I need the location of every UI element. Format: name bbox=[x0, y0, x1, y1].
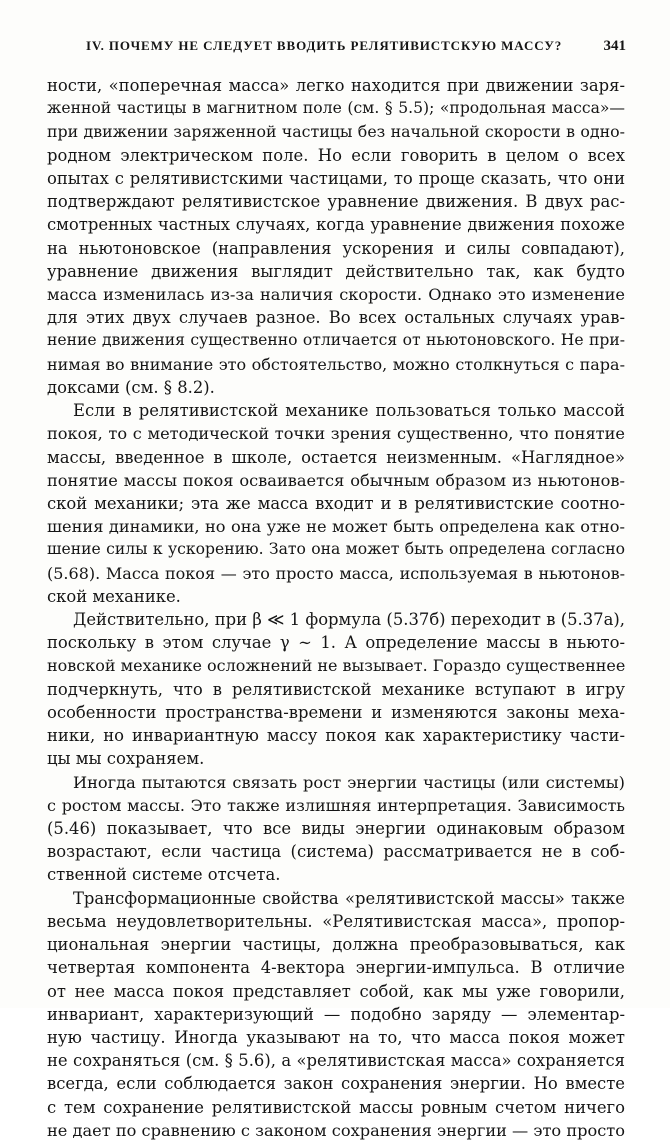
text-line: Трансформационные свойства «релятивистской массы» также bbox=[73, 888, 625, 908]
text-line: инвариант, характеризующий — подобно заряду — элементар- bbox=[47, 1004, 625, 1024]
text-line: поскольку в этом случае γ ∼ 1. А определение массы в ньюто- bbox=[47, 633, 625, 653]
text-line: покоя, то с методической точки зрения существенно, что понятие bbox=[47, 424, 625, 444]
text-line: с ростом массы. Это также излишняя интерпретация. Зависимость bbox=[47, 795, 625, 815]
text-line: ную частицу. Иногда указывают на то, что масса покоя может bbox=[47, 1027, 625, 1047]
running-head bbox=[86, 38, 626, 60]
body-text bbox=[47, 74, 625, 1142]
text-line: нение движения существенно отличается от ньютоновского. Не при- bbox=[47, 331, 625, 350]
text-line: доксами (см. § 8.2). bbox=[47, 377, 215, 397]
text-line: уравнение движения выглядит действительно так, как будто bbox=[47, 261, 625, 281]
text-line: подтверждают релятивистское уравнение движения. В двух рас- bbox=[47, 192, 625, 212]
text-line: всегда, если соблюдается закон сохранения энергии. Но вместе bbox=[47, 1074, 625, 1094]
text-line: с тем сохранение релятивистской массы ровным счетом ничего bbox=[47, 1097, 625, 1117]
text-line: смотренных частных случаях, когда уравнение движения похоже bbox=[47, 215, 625, 235]
text-line: ственной системе отсчета. bbox=[47, 865, 281, 885]
text-line: масса изменилась из-за наличия скорости. Однако это изменение bbox=[47, 284, 625, 304]
paragraph-4 bbox=[47, 771, 625, 887]
text-line: не дает по сравнению с законом сохранения энергии — это просто bbox=[47, 1120, 625, 1140]
text-line: (5.68). Масса покоя — это просто масса, используемая в ньютонов- bbox=[47, 563, 625, 583]
text-line: от нее масса покоя представляет собой, как мы уже говорили, bbox=[47, 981, 625, 1001]
page-number: 341 bbox=[603, 38, 626, 54]
text-line: циональная энергии частицы, должна преобразовываться, как bbox=[47, 935, 625, 955]
text-line: цы мы сохраняем. bbox=[47, 749, 205, 769]
paragraph-1 bbox=[47, 74, 625, 399]
text-line: шения динамики, но она уже не может быть определена как отно- bbox=[47, 517, 625, 537]
chapter-title: IV. ПОЧЕМУ НЕ СЛЕДУЕТ ВВОДИТЬ РЕЛЯТИВИСТСКУЮ МАССУ? bbox=[86, 38, 563, 53]
text-line: новской механике осложнений не вызывает. Гораздо существеннее bbox=[47, 656, 625, 676]
text-line: ской механике. bbox=[47, 586, 181, 606]
text-line: женной частицы в магнитном поле (см. § 5.5); «продольная масса»— bbox=[47, 99, 625, 118]
text-line: понятие массы покоя осваивается обычным образом из ньютонов- bbox=[47, 470, 625, 490]
text-line: ской механики; эта же масса входит и в релятивистские соотно- bbox=[47, 493, 625, 513]
text-line: особенности пространства-времени и изменяются законы меха- bbox=[47, 702, 625, 722]
text-line: опытах с релятивистскими частицами, то проще сказать, что они bbox=[47, 168, 625, 188]
text-line: Действительно, при β ≪ 1 формула (5.37б) переходит в (5.37а), bbox=[73, 610, 625, 630]
text-line: (5.46) показывает, что все виды энергии одинаковым образом bbox=[47, 819, 625, 838]
text-line: Если в релятивистской механике пользоваться только массой bbox=[73, 401, 625, 421]
text-line: родном электрическом поле. Но если говорить в целом о всех bbox=[47, 145, 625, 165]
text-line: четвертая компонента 4-вектора энергии-импульса. В отличие bbox=[47, 958, 625, 978]
text-line: Иногда пытаются связать рост энергии частицы (или системы) bbox=[73, 772, 625, 792]
text-line: массы, введенное в школе, остается неизменным. «Наглядное» bbox=[47, 447, 625, 467]
paragraph-5 bbox=[47, 887, 625, 1142]
text-line: для этих двух случаев разное. Во всех остальных случаях урав- bbox=[47, 308, 625, 328]
text-line: весьма неудовлетворительны. «Релятивистская масса», пропор- bbox=[47, 911, 625, 931]
text-line: подчеркнуть, что в релятивистской механике вступают в игру bbox=[47, 679, 625, 699]
paragraph-2 bbox=[47, 399, 625, 608]
text-line: при движении заряженной частицы без начальной скорости в одно- bbox=[47, 122, 625, 142]
text-line: нимая во внимание это обстоятельство, можно столкнуться с пара- bbox=[47, 354, 625, 374]
text-line: ники, но инвариантную массу покоя как характеристику части- bbox=[47, 726, 625, 746]
text-line: шение силы к ускорению. Зато она может быть определена согласно bbox=[47, 540, 625, 559]
text-line: ности, «поперечная масса» легко находится при движении заря- bbox=[47, 76, 625, 95]
paragraph-3 bbox=[47, 608, 625, 771]
text-line: не сохраняться (см. § 5.6), а «релятивистская масса» сохраняется bbox=[47, 1051, 625, 1071]
text-line: на ньютоновское (направления ускорения и силы совпадают), bbox=[47, 238, 625, 258]
text-line: возрастают, если частица (система) рассматривается не в соб- bbox=[47, 842, 625, 862]
